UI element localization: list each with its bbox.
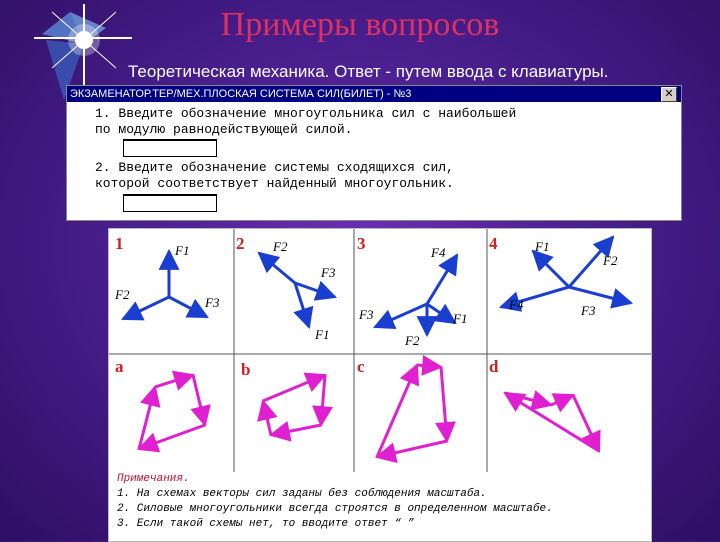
notes-title: Примечания. <box>117 473 190 485</box>
force-label-s3-f3: F3 <box>359 307 374 322</box>
slide-subtitle: Теоретическая механика. Ответ - путем ввода с клавиатуры. <box>128 62 609 81</box>
polygon-label-a: a <box>115 357 124 376</box>
vector-s1-f2 <box>123 297 169 319</box>
force-label-s1-f3: F3 <box>205 295 220 310</box>
question-2-line-2: которой соответствует найденный многоугольник. <box>95 176 454 191</box>
vector-s2-f1 <box>295 283 309 327</box>
system-label-2: 2 <box>236 234 245 253</box>
system-label-1: 1 <box>115 234 124 253</box>
note-2: 2. Силовые многоугольники всегда строятся в определенном масштабе. <box>117 503 553 515</box>
close-button[interactable]: ✕ <box>661 87 677 102</box>
window-title: ЭКЗАМЕНАТОР.ТЕР/МЕХ.ПЛОСКАЯ СИСТЕМА СИЛ(БИЛЕТ) - №3 <box>70 88 412 100</box>
polygon-a-side-4 <box>139 387 155 449</box>
answer-2-input[interactable] <box>123 194 217 212</box>
notes-block <box>109 472 651 532</box>
force-label-s3-f1: F1 <box>453 311 468 326</box>
answer-1-input[interactable] <box>123 139 217 157</box>
polygon-b-side-2 <box>271 425 321 435</box>
vector-s3-f4 <box>427 255 457 304</box>
polygon-b-side-4 <box>263 375 325 401</box>
polygon-c-side-3 <box>377 441 447 457</box>
system-label-4: 4 <box>489 234 498 253</box>
polygon-label-b: b <box>241 360 251 379</box>
polygon-a-side-1 <box>155 375 193 387</box>
system-label-3: 3 <box>357 234 366 253</box>
polygon-b-side-3 <box>263 401 271 435</box>
question-1-line-2: по модулю равнодействующей силой. <box>95 122 353 137</box>
force-label-s2-f1: F1 <box>315 327 330 342</box>
polygon-a-side-3 <box>139 425 205 449</box>
force-label-s1-f2: F2 <box>115 287 130 302</box>
force-label-s4-f3: F3 <box>581 303 596 318</box>
vector-s4-f3 <box>569 287 631 303</box>
vector-s3-f3 <box>375 304 427 327</box>
polygon-b-side-1 <box>321 375 325 425</box>
slide-title: Примеры вопросов <box>220 6 500 43</box>
force-label-s4-f2: F2 <box>603 253 618 268</box>
window-titlebar <box>67 86 681 102</box>
force-label-s2-f3: F3 <box>321 265 336 280</box>
force-label-s3-f2: F2 <box>405 333 420 348</box>
note-1: 1. На схемах векторы сил заданы без соблюдения масштаба. <box>117 488 487 500</box>
vector-s2-f3 <box>295 283 335 297</box>
force-label-s2-f2: F2 <box>273 239 288 254</box>
exam-window <box>66 85 682 221</box>
polygon-c-side-1 <box>417 365 441 367</box>
note-3: 3. Если такой схемы нет, то вводите ответ “ ” <box>117 518 415 530</box>
question-1-line-1: 1. Введите обозначение многоугольника сил с наибольшей <box>95 106 517 121</box>
polygon-a-side-2 <box>193 375 205 425</box>
polygon-d-side-2 <box>551 395 573 405</box>
force-label-s3-f4: F4 <box>431 245 446 260</box>
polygon-label-d: d <box>489 357 499 376</box>
question-2-line-1: 2. Введите обозначение системы сходящихся сил, <box>95 160 454 175</box>
force-label-s4-f4: F4 <box>509 297 524 312</box>
polygon-label-c: c <box>357 357 365 376</box>
polygon-c-side-4 <box>377 365 417 457</box>
force-label-s4-f1: F1 <box>535 239 550 254</box>
vector-s4-f1 <box>533 251 569 287</box>
vector-s3-f1 <box>427 304 455 323</box>
polygon-c-side-2 <box>441 367 447 441</box>
force-diagrams <box>109 229 651 472</box>
force-diagram-figure <box>108 228 652 542</box>
vector-s1-f3 <box>169 297 207 317</box>
force-label-s1-f1: F1 <box>175 243 190 258</box>
vector-s2-f2 <box>259 253 295 283</box>
